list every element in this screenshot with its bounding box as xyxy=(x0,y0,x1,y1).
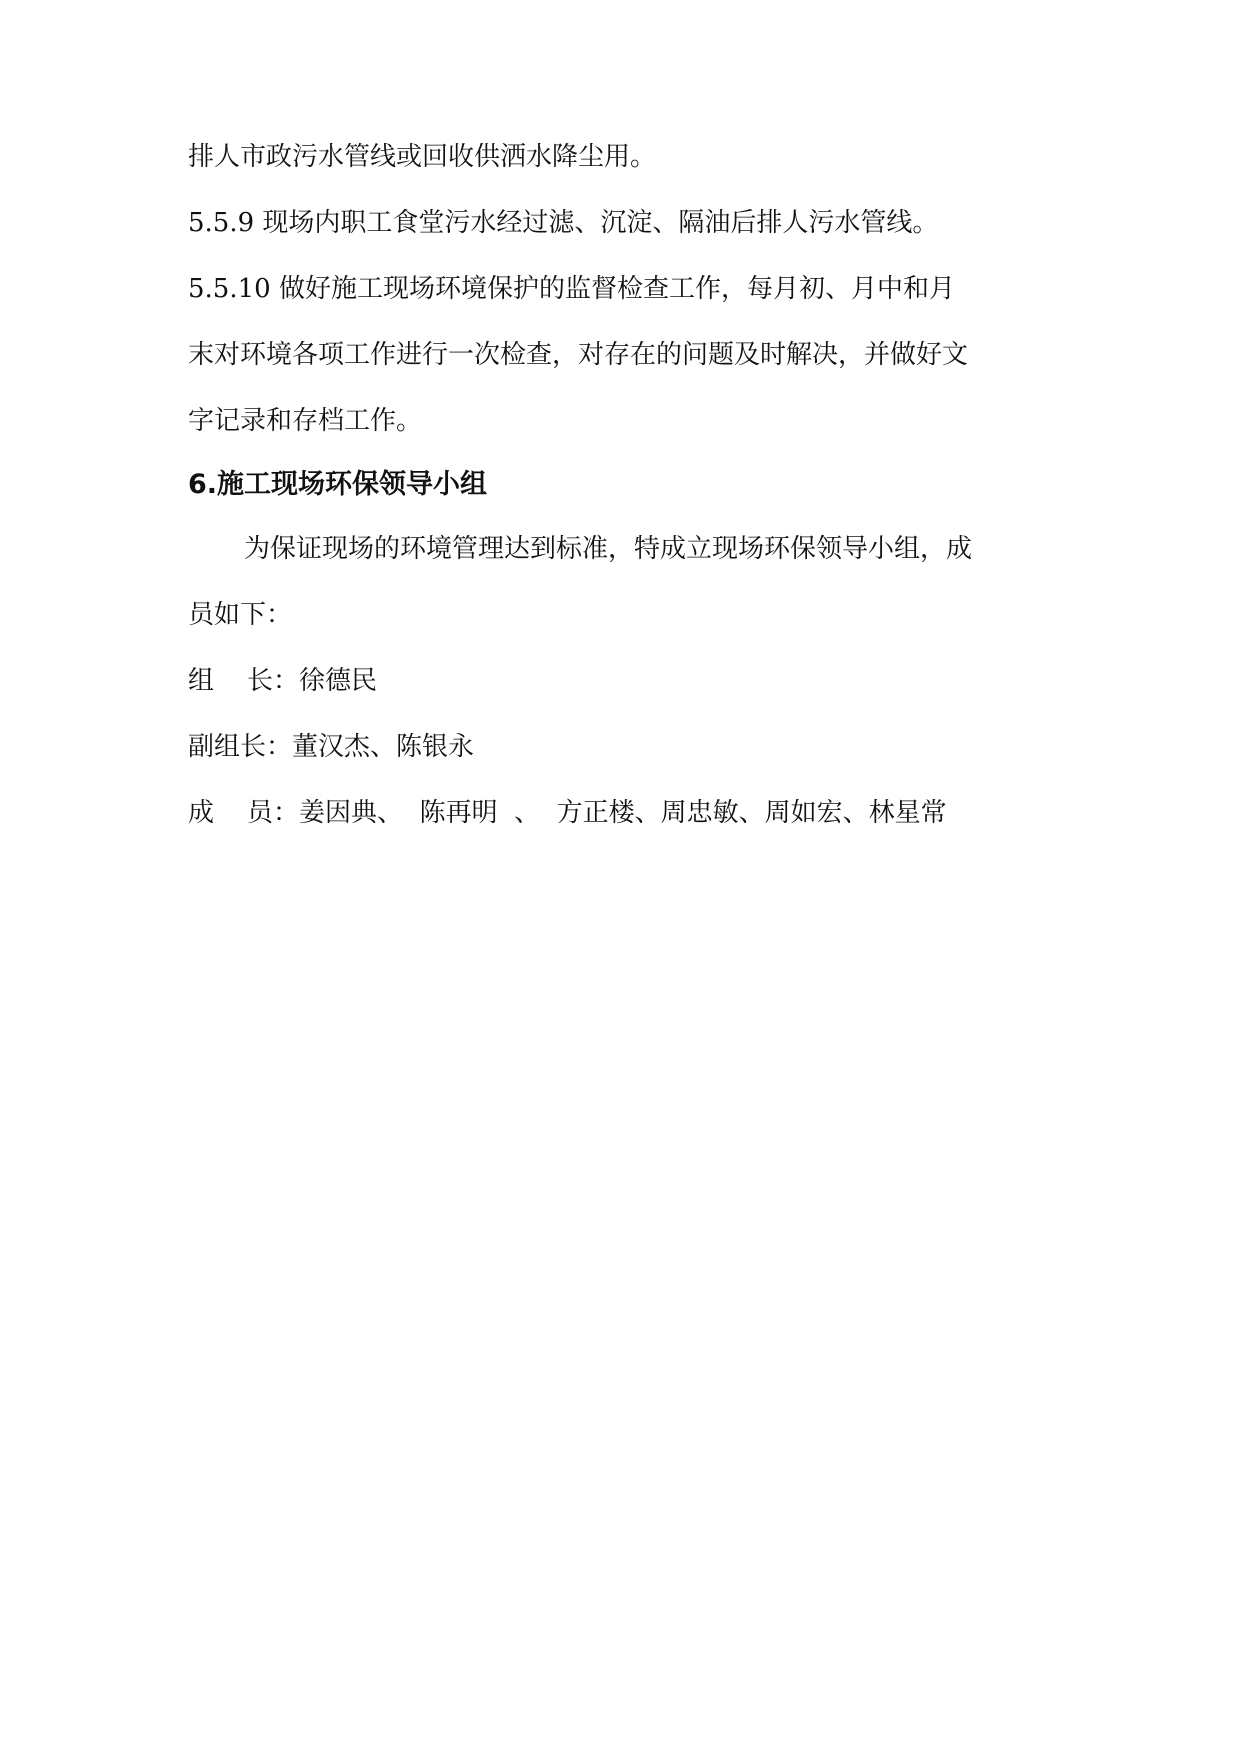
paragraph-line: 末对环境各项工作进行一次检查，对存在的问题及时解决，并做好文 xyxy=(188,340,969,370)
deputy-leader-line: 副组长：董汉杰、陈银永 xyxy=(188,732,475,762)
intro-paragraph-line: 为保证现场的环境管理达到标准，特成立现场环保领导小组，成 xyxy=(244,534,973,564)
paragraph-line: 5.5.9 现场内职工食堂污水经过滤、沉淀、隔油后排人污水管线。 xyxy=(188,208,939,238)
paragraph-line: 5.5.10 做好施工现场环境保护的监督检查工作，每月初、月中和月 xyxy=(188,274,955,304)
leader-line: 组 长：徐德民 xyxy=(188,666,378,696)
paragraph-line: 排人市政污水管线或回收供洒水降尘用。 xyxy=(188,142,657,172)
document-body xyxy=(188,124,1068,846)
section-heading: 6.施工现场环保领导小组 xyxy=(188,469,488,500)
paragraph-line: 字记录和存档工作。 xyxy=(188,406,423,436)
members-line: 成 员：姜因典、 陈再明 、 方正楼、周忠敏、周如宏、林星常 xyxy=(188,798,947,828)
intro-paragraph-line: 员如下： xyxy=(188,600,293,630)
